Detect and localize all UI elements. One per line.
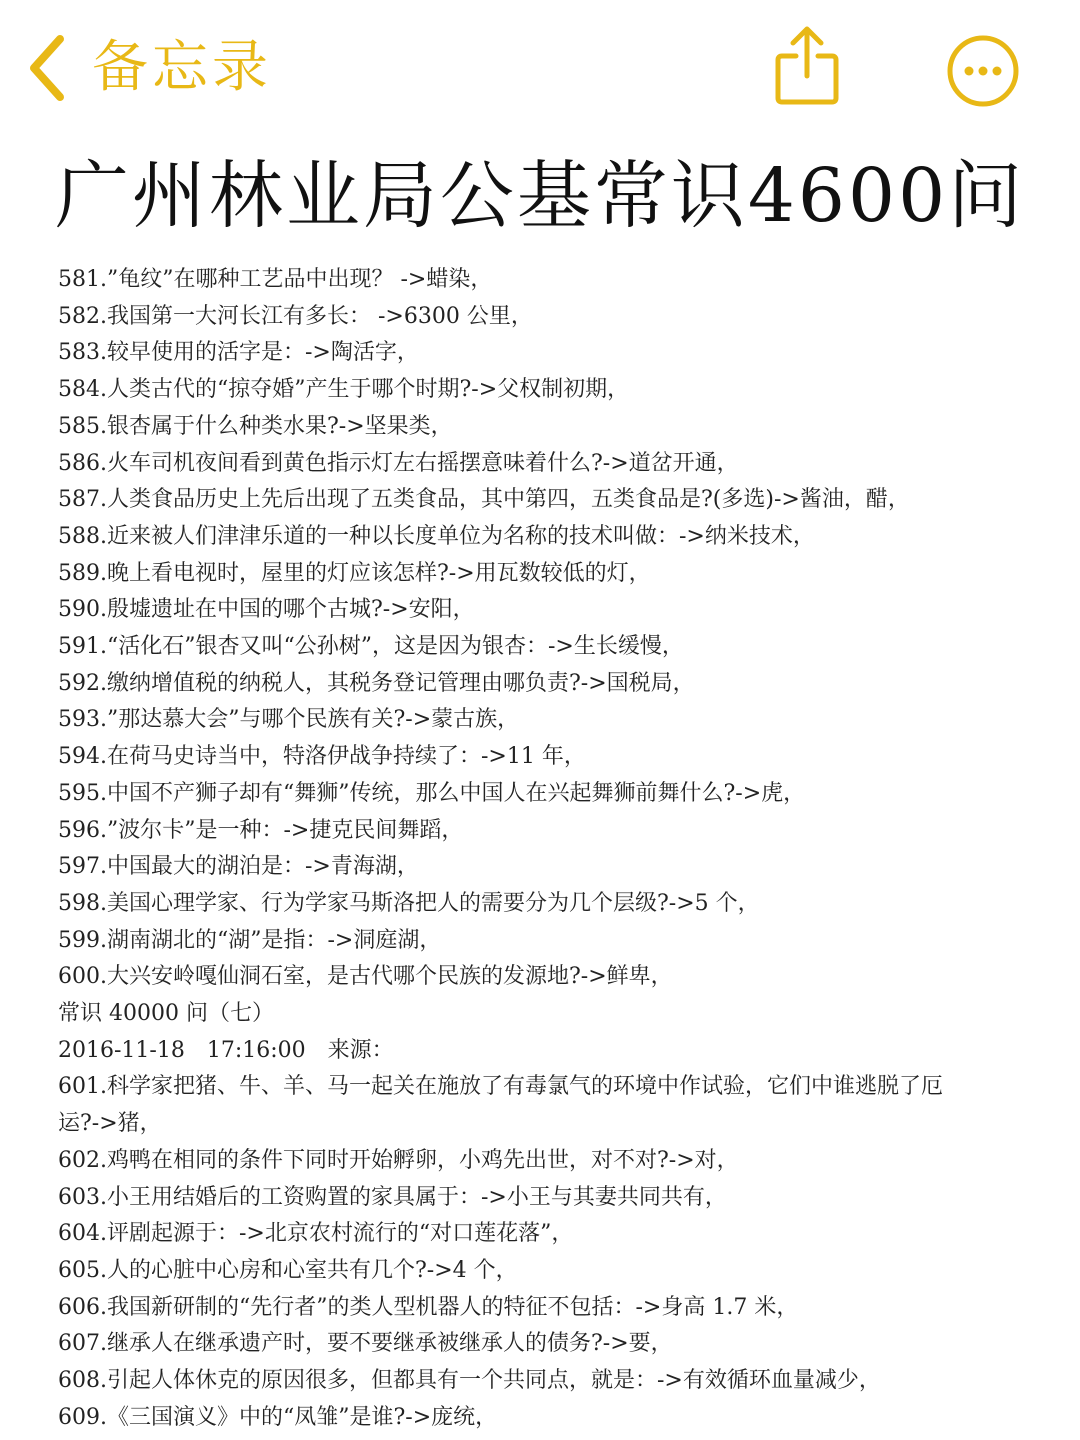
- note-line: 581.”龟纹”在哪种工艺品中出现？ ->蜡染，: [58, 267, 493, 292]
- note-line: 593.”那达慕大会”与哪个民族有关?->蒙古族，: [58, 707, 520, 733]
- note-body: [58, 262, 1048, 1437]
- note-line: 586.火车司机夜间看到黄色指示灯左右摇摆意味着什么?->道岔开通，: [58, 450, 739, 476]
- note-line: 590.殷墟遗址在中国的哪个古城?->安阳，: [58, 597, 475, 623]
- note-line: 594.在荷马史诗当中，特洛伊战争持续了：->11 年，: [58, 744, 586, 770]
- note-line: 596.”波尔卡”是一种：->捷克民间舞蹈，: [58, 817, 464, 843]
- share-button[interactable]: [774, 24, 840, 108]
- note-line: 602.鸡鸭在相同的条件下同时开始孵卵，小鸡先出世，对不对?->对，: [58, 1147, 739, 1173]
- note-line: 601.科学家把猪、牛、羊、马一起关在施放了有毒氯气的环境中作试验，它们中谁逃脱了厄: [58, 1074, 943, 1100]
- note-line: 603.小王用结婚后的工资购置的家具属于：->小王与其妻共同共有，: [58, 1184, 727, 1210]
- back-button-label: 备忘录: [92, 35, 272, 100]
- note-title: 广州林业局公基常识4600问: [54, 153, 1026, 239]
- note-line: 585.银杏属于什么种类水果?->坚果类，: [58, 413, 453, 439]
- note-line: 599.湖南湖北的“湖”是指：->洞庭湖，: [58, 927, 442, 953]
- note-line: 595.中国不产狮子却有“舞狮”传统，那么中国人在兴起舞狮前舞什么?->虎，: [58, 780, 806, 806]
- note-line: 600.大兴安岭嘎仙洞石室，是古代哪个民族的发源地?->鲜卑，: [58, 964, 673, 990]
- note-line: 582.我国第一大河长江有多长： ->6300 公里，: [58, 303, 533, 329]
- note-line: 597.中国最大的湖泊是：->青海湖，: [58, 854, 419, 880]
- note-line: 608.引起人体休克的原因很多，但都具有一个共同点，就是：->有效循环血量减少，: [58, 1368, 881, 1394]
- note-line: 604.评剧起源于：->北京农村流行的“对口莲花落”，: [58, 1221, 574, 1247]
- share-icon: [774, 24, 840, 108]
- note-line: 584.人类古代的“掠夺婚”产生于哪个时期?->父权制初期，: [58, 377, 630, 403]
- note-line: 运?->猪，: [58, 1111, 162, 1137]
- note-line: 598.美国心理学家、行为学家马斯洛把人的需要分为几个层级?->5 个，: [58, 890, 760, 916]
- note-line: 2016-11-18 17:16:00 来源：: [58, 1037, 394, 1063]
- back-button[interactable]: [26, 30, 272, 106]
- note-line: 607.继承人在继承遗产时，要不要继承被继承人的债务?->要，: [58, 1331, 673, 1357]
- note-line: 609.《三国演义》中的“凤雏”是谁?->庞统，: [58, 1404, 498, 1430]
- more-button[interactable]: [946, 34, 1020, 108]
- note-line: 606.我国新研制的“先行者”的类人型机器人的特征不包括：->身高 1.7 米，: [58, 1294, 799, 1320]
- ellipsis-circle-icon: [946, 34, 1020, 108]
- chevron-left-icon: [26, 33, 68, 103]
- note-line: 589.晚上看电视时，屋里的灯应该怎样?->用瓦数较低的灯，: [58, 560, 651, 586]
- note-line: 591.“活化石”银杏又叫“公孙树”，这是因为银杏：->生长缓慢，: [58, 634, 684, 660]
- note-line: 588.近来被人们津津乐道的一种以长度单位为名称的技术叫做：->纳米技术，: [58, 523, 815, 549]
- note-line: 605.人的心脏中心房和心室共有几个?->4 个，: [58, 1257, 518, 1283]
- navigation-bar: [0, 0, 1080, 140]
- note-line: 常识 40000 问（七）: [58, 1001, 274, 1027]
- note-line: 592.缴纳增值税的纳税人，其税务登记管理由哪负责?->国税局，: [58, 670, 695, 696]
- note-line: 587.人类食品历史上先后出现了五类食品，其中第四，五类食品是?(多选)->酱油，醋，: [58, 487, 910, 513]
- note-line: 583.较早使用的活字是：->陶活字，: [58, 340, 419, 366]
